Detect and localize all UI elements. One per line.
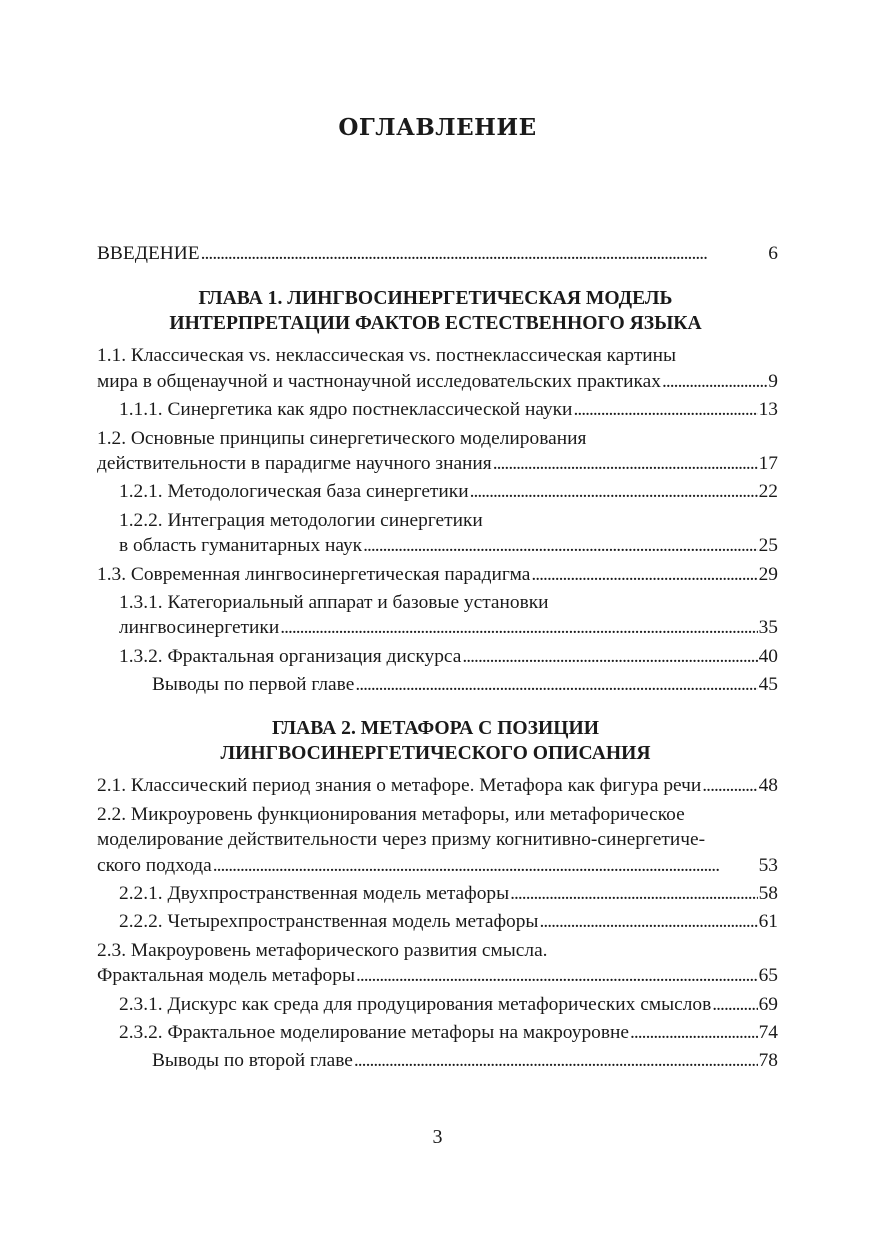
toc-entry-2-2[interactable] [97, 802, 778, 878]
toc-page-number: 69 [758, 993, 778, 1015]
dot-leader [573, 397, 757, 422]
dot-leader [712, 992, 757, 1017]
toc-entry-label: 2.3.2. Фрактальное моделирование метафоры на макроуровне [119, 1021, 629, 1043]
toc-entry-1-3[interactable] [97, 562, 778, 587]
toc-entry-line: 1.3.1. Категориальный аппарат и базовые установки [119, 591, 549, 613]
dot-leader [280, 615, 757, 640]
toc-entry-label: Фрактальная модель метафоры [97, 965, 355, 987]
toc-page-number: 9 [768, 370, 778, 392]
toc-entry-label: 2.2.1. Двухпространственная модель метафоры [119, 883, 510, 905]
dot-leader [354, 1048, 758, 1073]
dot-leader [702, 773, 757, 798]
toc-page-number: 13 [758, 399, 778, 421]
toc-entry-label: 1.3. Современная лингвосинергетическая парадигма [97, 563, 531, 585]
dot-leader [510, 881, 757, 906]
toc-page-number: 61 [758, 911, 778, 933]
toc-page-number: 78 [758, 1050, 778, 1072]
toc-entry-label: Выводы по первой главе [152, 674, 355, 696]
toc-entry-line: 1.2. Основные принципы синергетического моделирования [97, 427, 587, 449]
toc-entry-label: 2.2.2. Четырехпространственная модель метафоры [119, 911, 539, 933]
toc-page-number: 45 [758, 674, 778, 696]
toc-entry-1-2-2[interactable] [119, 508, 778, 559]
chapter-heading-line: ГЛАВА 2. МЕТАФОРА С ПОЗИЦИИ [272, 718, 599, 740]
dot-leader [662, 369, 767, 394]
dot-leader [356, 963, 758, 988]
toc-entry-2-1[interactable] [97, 773, 778, 798]
toc-entry-1-1[interactable] [97, 343, 778, 394]
dot-leader [630, 1020, 758, 1045]
toc-entry-2-2-1[interactable] [119, 881, 778, 906]
chapter-heading-line: ИНТЕРПРЕТАЦИИ ФАКТОВ ЕСТЕСТВЕННОГО ЯЗЫКА [169, 313, 702, 335]
dot-leader [531, 562, 757, 587]
toc-entry-1-3-1[interactable] [119, 590, 778, 641]
toc-entry-label: ского подхода [97, 854, 212, 876]
toc-entry-1-2[interactable] [97, 426, 778, 477]
toc-page-number: 29 [758, 563, 778, 585]
toc-entry-label: ВВЕДЕНИЕ [97, 243, 200, 264]
chapter-heading-line: ЛИНГВОСИНЕРГЕТИЧЕСКОГО ОПИСАНИЯ [220, 743, 651, 765]
toc-page-number: 40 [758, 645, 778, 667]
toc-page-number: 74 [758, 1021, 778, 1043]
toc-entry-2-3-2[interactable] [119, 1020, 778, 1045]
toc-page-number: 25 [758, 535, 778, 557]
table-of-contents [97, 241, 778, 1074]
toc-page-number: 65 [758, 965, 778, 987]
toc-entry-line: 2.2. Микроуровень функционирования метафоры, или метафорическое [97, 803, 685, 825]
toc-entry-label: Выводы по второй главе [152, 1050, 353, 1072]
toc-entry-line: 1.2.2. Интеграция методологии синергетики [119, 509, 483, 531]
toc-entry-label: 2.3.1. Дискурс как среда для продуцирования метафорических смыслов [119, 993, 712, 1015]
dot-leader [213, 853, 758, 878]
toc-page-number: 35 [758, 617, 778, 639]
toc-entry-label: 2.1. Классический период знания о метафоре. Метафора как фигура речи [97, 775, 702, 797]
dot-leader [493, 451, 758, 476]
dot-leader [363, 533, 758, 558]
toc-entry-line: 2.3. Макроуровень метафорического развития смысла. [97, 939, 548, 961]
toc-entry-label: 1.3.2. Фрактальная организация дискурса [119, 645, 462, 667]
toc-entry-2-2-2[interactable] [119, 909, 778, 934]
chapter-2-heading [93, 716, 778, 766]
toc-entry-2-3[interactable] [97, 938, 778, 989]
toc-page-number: 53 [758, 854, 778, 876]
toc-entry-label: 1.1.1. Синергетика как ядро постнеклассической науки [119, 399, 573, 421]
toc-page-number: 17 [758, 452, 778, 474]
toc-entry-label: мира в общенаучной и частнонаучной исследовательских практиках [97, 370, 661, 392]
toc-entry-line: моделирование действительности через призму когнитивно-синергетиче- [97, 829, 706, 851]
dot-leader [355, 672, 757, 697]
chapter-1-heading [93, 286, 778, 336]
toc-entry-conclusions-1[interactable] [152, 672, 778, 697]
toc-entry-label: лингвосинергетики [119, 617, 280, 639]
toc-entry-label: в область гуманитарных наук [119, 535, 363, 557]
chapter-heading-line: ГЛАВА 1. ЛИНГВОСИНЕРГЕТИЧЕСКАЯ МОДЕЛЬ [198, 288, 673, 310]
toc-entry-line: 1.1. Классическая vs. неклассическая vs. постнеклассическая картины [97, 345, 677, 367]
toc-entry-conclusions-2[interactable] [152, 1048, 778, 1073]
page-number: 3 [432, 1126, 443, 1148]
toc-page-number: 48 [758, 775, 778, 797]
toc-entry-label: действительности в парадигме научного знания [97, 452, 492, 474]
toc-entry-introduction[interactable] [97, 241, 778, 266]
toc-entry-2-3-1[interactable] [119, 992, 778, 1017]
page-title: ОГЛАВЛЕНИЕ [338, 114, 537, 141]
toc-entry-1-2-1[interactable] [119, 479, 778, 504]
dot-leader [201, 241, 768, 266]
dot-leader [470, 479, 758, 504]
toc-page-number: 6 [768, 243, 778, 264]
toc-entry-label: 1.2.1. Методологическая база синергетики [119, 481, 469, 503]
dot-leader [539, 909, 757, 934]
toc-entry-1-1-1[interactable] [119, 397, 778, 422]
dot-leader [462, 644, 757, 669]
toc-entry-1-3-2[interactable] [119, 644, 778, 669]
toc-page-number: 22 [758, 481, 778, 503]
toc-page-number: 58 [758, 883, 778, 905]
